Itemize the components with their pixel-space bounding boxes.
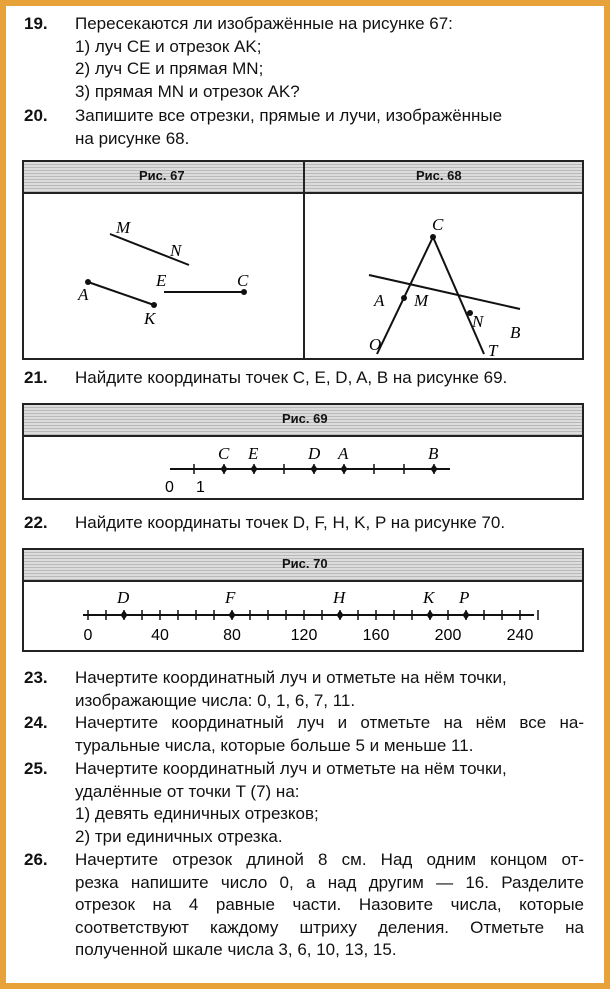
problem-text: туральные числа, которые больше 5 и меньше 11. — [75, 735, 474, 755]
point-label: H — [333, 588, 346, 607]
problem-text: 3) прямая MN и отрезок AK? — [75, 81, 300, 101]
problem-text: удалённые от точки T (7) на: — [75, 781, 300, 801]
point-marker — [463, 610, 470, 620]
scale-label: 240 — [506, 627, 534, 644]
point-label: D — [308, 444, 321, 463]
point-marker — [311, 464, 318, 474]
problem-text: Пересекаются ли изображённые на рисунке 67: — [75, 14, 453, 33]
point-marker — [341, 464, 348, 474]
problem-text: Начертите координатный луч и отметьте на нём все на- — [75, 713, 584, 732]
point-marker — [229, 610, 236, 620]
point-label: P — [459, 588, 470, 607]
label-n: N — [472, 312, 484, 331]
figure-69-caption: Рис. 69 — [282, 411, 328, 426]
problem-number: 23. — [24, 668, 48, 687]
point-label: E — [248, 444, 259, 463]
number-line-69 — [24, 435, 582, 498]
label-b: B — [510, 323, 521, 342]
point-k — [151, 302, 157, 308]
point-label: K — [423, 588, 435, 607]
point-marker — [431, 464, 438, 474]
figure-69-panel — [22, 403, 584, 500]
problem-text: Начертите координатный луч и отметьте на нём точки, — [75, 759, 507, 778]
problem-23 — [24, 667, 584, 712]
point-label: A — [338, 444, 349, 463]
scale-label: 0 — [83, 627, 93, 644]
problem-number: 24. — [24, 713, 48, 732]
problem-number: 22. — [24, 513, 48, 532]
point-m — [401, 295, 407, 301]
point-c — [430, 234, 436, 240]
problem-number: 25. — [24, 759, 48, 778]
problem-19 — [24, 13, 584, 103]
point-marker — [337, 610, 344, 620]
problem-text: изображающие числа: 0, 1, 6, 7, 11. — [75, 690, 356, 710]
problem-text: 2) луч CE и прямая MN; — [75, 59, 264, 78]
problem-25 — [24, 758, 584, 848]
line-ab — [369, 275, 520, 309]
problem-text: на рисунке 68. — [75, 128, 190, 148]
problem-20 — [24, 105, 584, 150]
problem-26 — [24, 849, 584, 962]
scale-label: 120 — [290, 627, 318, 644]
label-c: C — [237, 271, 249, 290]
figure-header — [24, 550, 582, 582]
problem-text: Начертите отрезок длиной 8 см. Над одним концом от- — [75, 850, 584, 869]
label-k: K — [144, 309, 156, 328]
point-marker — [121, 610, 128, 620]
scale-label: 80 — [223, 627, 241, 644]
point-marker — [251, 464, 258, 474]
figure-67-caption: Рис. 67 — [139, 168, 185, 183]
label-m: M — [414, 291, 429, 310]
figure-68-caption: Рис. 68 — [416, 168, 462, 183]
label-t: T — [488, 341, 498, 358]
number-line-70 — [24, 580, 582, 650]
label-e: E — [156, 271, 167, 290]
point-label: C — [218, 444, 230, 463]
point-label: F — [225, 588, 236, 607]
point-marker — [221, 464, 228, 474]
figure-70-panel — [22, 548, 584, 652]
point-label: D — [117, 588, 130, 607]
problem-text: отрезок на 4 равные части. Назовите числа, которые — [75, 895, 584, 914]
problem-22 — [24, 512, 584, 535]
label-a: A — [374, 291, 385, 310]
problem-text: 1) луч CE и отрезок AK; — [75, 36, 262, 56]
problem-number: 21. — [24, 368, 48, 387]
label-a: A — [78, 285, 89, 304]
problem-24 — [24, 712, 584, 757]
label-c: C — [432, 215, 444, 234]
label-o: O — [369, 335, 382, 354]
scale-label: 200 — [434, 627, 462, 644]
problem-text: резка напишите число 0, а над другим — 16. Разделите — [75, 872, 584, 892]
label-m: M — [116, 218, 131, 237]
point-marker — [427, 610, 434, 620]
problem-number: 20. — [24, 106, 48, 125]
problem-text: соответствуют каждому штриху деления. Отметьте на — [75, 917, 584, 937]
problem-text: Найдите координаты точек D, F, H, K, P на рисунке 70. — [75, 513, 506, 532]
figure-67-68-panel — [22, 160, 584, 360]
segment-ak — [88, 282, 154, 305]
scale-label: 160 — [362, 627, 390, 644]
zero-label: 0 — [165, 479, 174, 496]
figure-70-caption: Рис. 70 — [282, 556, 328, 571]
label-n: N — [170, 241, 182, 260]
problem-21 — [24, 367, 584, 390]
point-label: B — [428, 444, 439, 463]
problem-text: Начертите координатный луч и отметьте на нём точки, — [75, 668, 507, 687]
one-label: 1 — [196, 479, 205, 496]
scale-label: 40 — [151, 627, 169, 644]
problem-text: Найдите координаты точек C, E, D, A, B на рисунке 69. — [75, 368, 508, 387]
problem-number: 19. — [24, 14, 48, 33]
problem-text: Запишите все отрезки, прямые и лучи, изображённые — [75, 106, 503, 125]
problem-number: 26. — [24, 850, 48, 869]
problem-text: 1) девять единичных отрезков; — [75, 804, 319, 823]
figure-header — [24, 405, 582, 437]
problem-text: полученной шкале числа 3, 6, 10, 13, 15. — [75, 940, 397, 959]
problem-text: 2) три единичных отрезка. — [75, 826, 283, 846]
figure-67-68-drawing — [24, 192, 582, 358]
